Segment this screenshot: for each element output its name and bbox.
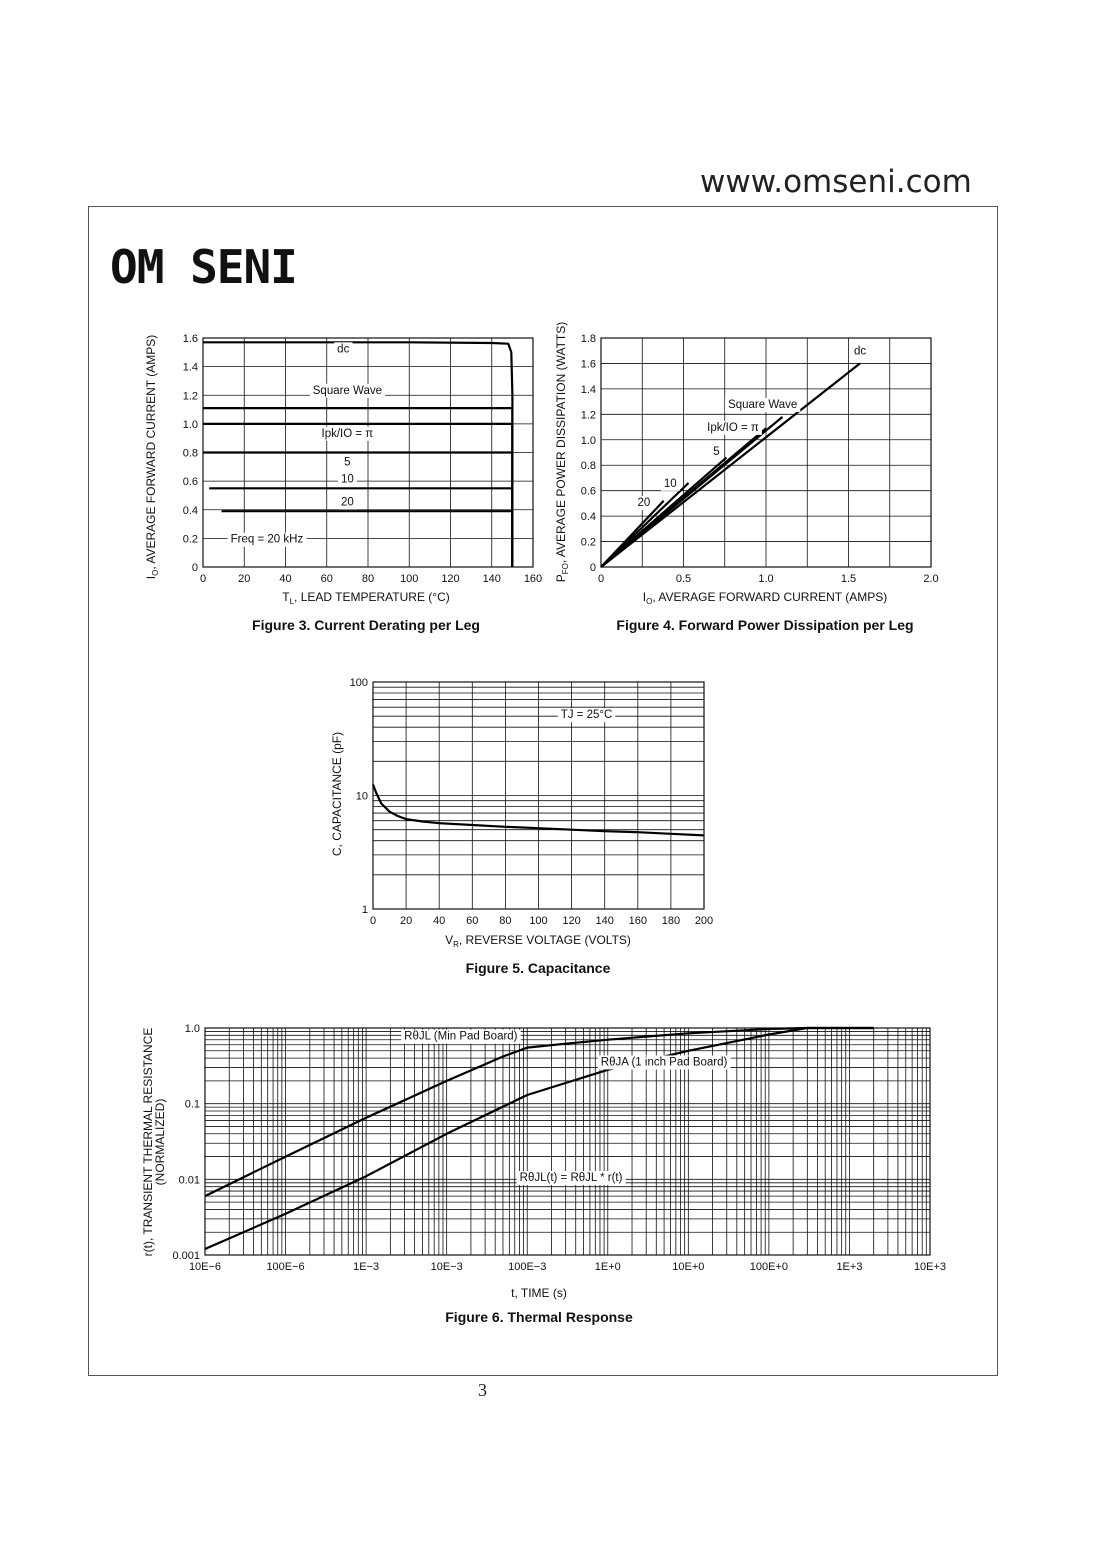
fig3-x-tick-label: 60 bbox=[320, 573, 333, 585]
fig5-x-tick-label: 60 bbox=[466, 915, 479, 927]
fig3-x-tick-label: 140 bbox=[482, 573, 501, 585]
figure-3-chart bbox=[144, 333, 542, 633]
fig3-annotation bbox=[319, 427, 377, 441]
fig4-annotation bbox=[704, 421, 762, 435]
fig5-y-tick-label: 10 bbox=[355, 790, 368, 803]
fig6-x-tick-label: 100E+0 bbox=[749, 1261, 789, 1273]
fig3-annotation bbox=[310, 384, 385, 398]
fig3-annotation-text: Ipk/IO = π bbox=[321, 427, 374, 440]
figure-4-chart bbox=[554, 322, 939, 633]
fig3-y-tick-label: 0.8 bbox=[182, 447, 198, 460]
fig3-x-tick-label: 40 bbox=[279, 573, 292, 585]
fig3-x-tick-label: 0 bbox=[199, 573, 207, 585]
fig5-y-tick-label: 1 bbox=[361, 904, 368, 916]
fig6-x-tick-label: 1E+0 bbox=[594, 1261, 621, 1273]
fig4-y-tick-label: 0.8 bbox=[580, 460, 596, 473]
fig3-y-tick-label: 1.0 bbox=[182, 418, 198, 431]
fig6-y-axis-label-line2: (NORMALIZED) bbox=[153, 1098, 167, 1186]
fig4-annotation bbox=[851, 345, 869, 359]
fig4-y-tick-label: 0 bbox=[589, 562, 596, 574]
fig4-x-tick-label: 0.5 bbox=[675, 573, 692, 585]
fig6-y-tick-label: 0.01 bbox=[178, 1174, 200, 1187]
fig3-y-tick-label: 1.2 bbox=[182, 390, 198, 403]
fig4-annotation-text: Square Wave bbox=[728, 398, 798, 411]
fig4-grid bbox=[601, 338, 931, 567]
figure-6-chart bbox=[141, 1023, 946, 1325]
fig3-y-axis-label: $I_O$, AVERAGE FORWARD CURRENT (AMPS) bbox=[144, 334, 160, 580]
fig3-plot-area bbox=[203, 342, 512, 567]
fig3-annotation-text: dc bbox=[337, 343, 350, 356]
fig4-annotation-text: dc bbox=[853, 345, 867, 358]
fig6-x-tick-label: 10E+3 bbox=[913, 1261, 947, 1273]
fig6-plot-area bbox=[205, 1028, 874, 1249]
fig4-series-line-5 bbox=[601, 501, 664, 567]
fig6-x-tick-label: 10E−6 bbox=[188, 1261, 222, 1273]
fig6-annotation-text: RθJL (Min Pad Board) bbox=[404, 1030, 518, 1043]
fig6-caption: Figure 6. Thermal Response bbox=[445, 1309, 633, 1325]
fig4-x-tick-label: 1.0 bbox=[758, 573, 774, 585]
fig4-x-tick-label: 0 bbox=[597, 573, 605, 585]
fig5-caption: Figure 5. Capacitance bbox=[465, 960, 611, 976]
fig5-x-tick-label: 120 bbox=[562, 915, 581, 927]
fig3-y-tick-label: 0.2 bbox=[182, 533, 198, 546]
fig6-annotation-text: RθJL(t) = RθJL * r(t) bbox=[519, 1172, 623, 1185]
fig6-x-tick-label: 10E−3 bbox=[430, 1261, 463, 1273]
fig4-plot-area bbox=[601, 345, 869, 567]
fig3-y-tick-label: 0.4 bbox=[182, 504, 198, 517]
fig4-y-axis-label: $P_{FO}$, AVERAGE POWER DISSIPATION (WATTS) bbox=[554, 321, 570, 583]
fig5-x-tick-label: 40 bbox=[433, 915, 446, 927]
fig6-annotation bbox=[401, 1030, 521, 1044]
fig4-caption: Figure 4. Forward Power Dissipation per Leg bbox=[616, 617, 914, 633]
fig6-x-tick-label: 1E−3 bbox=[353, 1261, 380, 1273]
fig3-caption: Figure 3. Current Derating per Leg bbox=[252, 617, 480, 633]
fig4-y-tick-label: 1.6 bbox=[580, 358, 596, 371]
fig4-x-tick-label: 1.5 bbox=[840, 573, 857, 585]
fig3-series-line-4 bbox=[209, 488, 512, 567]
fig6-x-tick-label: 1E+3 bbox=[836, 1261, 863, 1273]
fig5-annotation-text: TJ = 25°C bbox=[560, 709, 613, 722]
fig3-y-tick-label: 0 bbox=[191, 562, 198, 574]
fig4-annotation bbox=[635, 496, 654, 510]
fig3-annotation-text: 10 bbox=[340, 473, 354, 486]
fig4-y-tick-label: 1.4 bbox=[580, 383, 596, 396]
fig4-annotation bbox=[725, 398, 800, 412]
fig6-series-line-0 bbox=[205, 1028, 874, 1196]
fig3-y-tick-label: 1.4 bbox=[182, 361, 198, 374]
fig6-x-ticks bbox=[189, 1261, 946, 1273]
fig5-x-tick-label: 160 bbox=[628, 915, 647, 927]
fig6-y-tick-label: 1.0 bbox=[184, 1023, 200, 1035]
fig3-annotation-text: 20 bbox=[340, 496, 354, 509]
fig6-annotation-text: RθJA (1 inch Pad Board) bbox=[600, 1056, 728, 1069]
brand-logo-text: OM SENI bbox=[110, 240, 297, 294]
fig3-annotation bbox=[228, 533, 307, 547]
fig3-y-ticks bbox=[183, 333, 198, 574]
fig3-annotation-text: Freq = 20 kHz bbox=[230, 533, 304, 546]
fig6-x-tick-label: 10E+0 bbox=[672, 1261, 705, 1273]
fig4-x-axis-label: $I_O$, AVERAGE FORWARD CURRENT (AMPS) bbox=[642, 590, 888, 606]
fig3-y-tick-label: 1.6 bbox=[182, 333, 198, 345]
fig4-y-tick-label: 0.6 bbox=[580, 485, 596, 498]
fig3-x-tick-label: 160 bbox=[523, 573, 543, 585]
fig4-y-tick-label: 1.0 bbox=[580, 434, 596, 447]
fig5-x-tick-label: 20 bbox=[399, 915, 413, 927]
fig5-x-tick-label: 80 bbox=[499, 915, 512, 927]
fig3-x-axis-label: $T_L$, LEAD TEMPERATURE (°C) bbox=[282, 590, 450, 606]
fig4-annotation-text: 5 bbox=[713, 446, 720, 459]
fig3-annotation bbox=[341, 455, 353, 469]
fig3-annotation bbox=[338, 495, 357, 509]
fig6-y-ticks bbox=[172, 1023, 200, 1262]
fig3-annotation bbox=[338, 473, 357, 487]
fig5-grid bbox=[373, 682, 704, 909]
fig3-x-tick-label: 120 bbox=[441, 573, 460, 585]
fig4-x-tick-label: 2.0 bbox=[923, 573, 939, 585]
fig6-series-line-1 bbox=[205, 1028, 874, 1249]
fig4-y-tick-label: 0.4 bbox=[580, 511, 596, 524]
fig5-x-tick-label: 100 bbox=[529, 915, 548, 927]
page-number: 3 bbox=[478, 1380, 487, 1400]
fig4-y-tick-label: 1.2 bbox=[580, 409, 596, 422]
fig4-annotation-text: Ipk/IO = π bbox=[707, 421, 759, 434]
website-url: www.omseni.com bbox=[700, 164, 972, 200]
fig4-series-line-3 bbox=[601, 458, 726, 567]
fig6-x-axis-label: t, TIME (s) bbox=[511, 1286, 567, 1300]
fig4-x-ticks bbox=[598, 573, 939, 585]
fig6-annotation bbox=[598, 1055, 731, 1069]
fig4-annotation-text: 20 bbox=[637, 496, 651, 509]
fig4-annotation-text: 10 bbox=[663, 477, 677, 490]
fig5-x-tick-label: 140 bbox=[595, 915, 614, 927]
figure-5-chart bbox=[330, 677, 713, 976]
fig6-y-tick-label: 0.1 bbox=[184, 1098, 200, 1111]
fig4-y-tick-label: 1.8 bbox=[580, 333, 596, 345]
fig5-x-tick-label: 0 bbox=[369, 915, 377, 927]
fig3-annotation-text: Square Wave bbox=[312, 384, 382, 397]
fig5-x-tick-label: 200 bbox=[694, 915, 714, 927]
fig4-annotation bbox=[661, 477, 680, 491]
fig3-x-tick-label: 100 bbox=[400, 573, 419, 585]
fig5-y-axis-label: C, CAPACITANCE (pF) bbox=[330, 731, 344, 857]
fig3-x-tick-label: 20 bbox=[238, 573, 251, 585]
fig5-y-ticks bbox=[350, 677, 368, 916]
fig3-annotation bbox=[334, 342, 352, 356]
fig6-x-tick-label: 100E−6 bbox=[266, 1261, 305, 1273]
fig4-y-tick-label: 0.2 bbox=[580, 536, 596, 549]
fig3-x-ticks bbox=[200, 573, 542, 585]
fig4-annotation bbox=[710, 445, 722, 459]
fig6-grid bbox=[205, 1028, 930, 1255]
fig5-x-ticks bbox=[370, 915, 713, 927]
fig3-x-tick-label: 80 bbox=[361, 573, 375, 585]
fig6-plot-frame bbox=[205, 1028, 930, 1255]
fig5-x-tick-label: 180 bbox=[661, 915, 681, 927]
fig5-x-axis-label: $V_R$, REVERSE VOLTAGE (VOLTS) bbox=[445, 933, 631, 949]
fig6-x-tick-label: 100E−3 bbox=[508, 1261, 547, 1273]
fig5-y-tick-label: 100 bbox=[349, 677, 368, 689]
fig3-y-tick-label: 0.6 bbox=[182, 476, 198, 489]
fig6-annotation bbox=[517, 1171, 626, 1185]
fig3-annotation-text: 5 bbox=[344, 456, 351, 469]
fig5-annotation bbox=[558, 708, 616, 722]
fig6-y-axis-label-line1: r(t), TRANSIENT THERMAL RESISTANCE bbox=[141, 1027, 155, 1257]
fig4-y-ticks bbox=[581, 333, 596, 574]
fig6-y-tick-label: 0.001 bbox=[172, 1250, 200, 1262]
